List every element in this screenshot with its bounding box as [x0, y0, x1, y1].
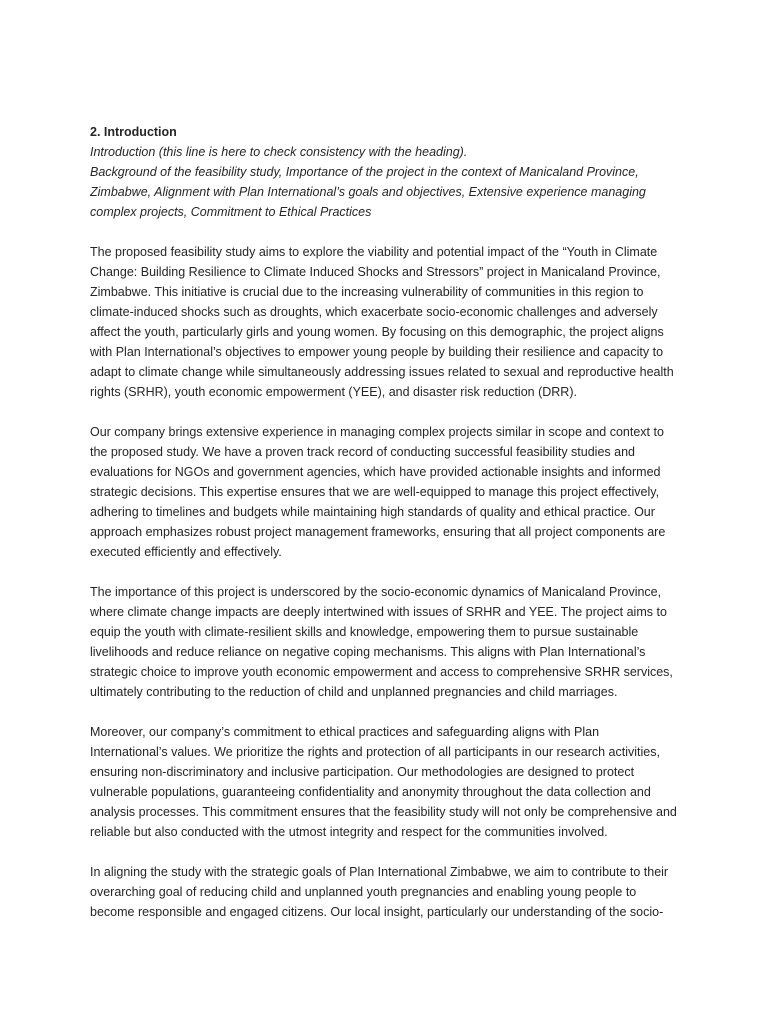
- intro-line: Introduction (this line is here to check consistency with the heading).: [90, 145, 468, 159]
- paragraph-importance: The importance of this project is underscored by the socio-economic dynamics of Manicaland Province, where climate change impacts are deeply intertwined with issues of SRHR and YEE. The project aims to equip the youth with climate-resilient skills and knowledge, empowering them to pursue sustainable livelihoods and reduce reliance on negative coping mechanisms. This aligns with Plan International’s strategic choice to improve youth economic empowerment and access to comprehensive SRHR services, ultimately contributing to the reduction of child and unplanned pregnancies and child marriages.: [90, 585, 673, 699]
- paragraph-background: The proposed feasibility study aims to explore the viability and potential impact of the “Youth in Climate Change: Building Resilience to Climate Induced Shocks and Stressors” project in Manicaland Province, Zimbabwe. This initiative is crucial due to the increasing vulnerability of communities in this region to climate-induced shocks such as droughts, which exacerbate socio-economic challenges and adversely affect the youth, particularly girls and young women. By focusing on this demographic, the project aligns with Plan International’s objectives to empower young people by building their resilience and capacity to adapt to climate change while simultaneously addressing issues related to sexual and reproductive health rights (SRHR), youth economic empowerment (YEE), and disaster risk reduction (DRR).: [90, 245, 674, 399]
- section-heading: 2. Introduction: [90, 125, 177, 139]
- paragraph-experience: Our company brings extensive experience in managing complex projects similar in scope and context to the proposed study. We have a proven track record of conducting successful feasibility studies and evaluations for NGOs and government agencies, which have provided actionable insights and informed strategic decisions. This expertise ensures that we are well-equipped to manage this project effectively, adhering to timelines and budgets while maintaining high standards of quality and ethical practice. Our approach emphasizes robust project management frameworks, ensuring that all project components are executed efficiently and effectively.: [90, 425, 666, 559]
- document-page: [90, 122, 680, 922]
- background-topics-line: Background of the feasibility study, Importance of the project in the context of Manicaland Province, Zimbabwe, Alignment with Plan International’s goals and objectives, Extensive experience managing complex projects, Commitment to Ethical Practices: [90, 165, 646, 219]
- paragraph-ethics: Moreover, our company’s commitment to ethical practices and safeguarding aligns with Plan International’s values. We prioritize the rights and protection of all participants in our research activities, ensuring non-discriminatory and inclusive participation. Our methodologies are designed to protect vulnerable populations, guaranteeing confidentiality and anonymity throughout the data collection and analysis processes. This commitment ensures that the feasibility study will not only be comprehensive and reliable but also conducted with the utmost integrity and respect for the communities involved.: [90, 725, 677, 839]
- paragraph-alignment: In aligning the study with the strategic goals of Plan International Zimbabwe, we aim to contribute to their overarching goal of reducing child and unplanned youth pregnancies and enabling young people to become responsible and engaged citizens. Our local insight, particularly our understanding of the socio-: [90, 865, 669, 919]
